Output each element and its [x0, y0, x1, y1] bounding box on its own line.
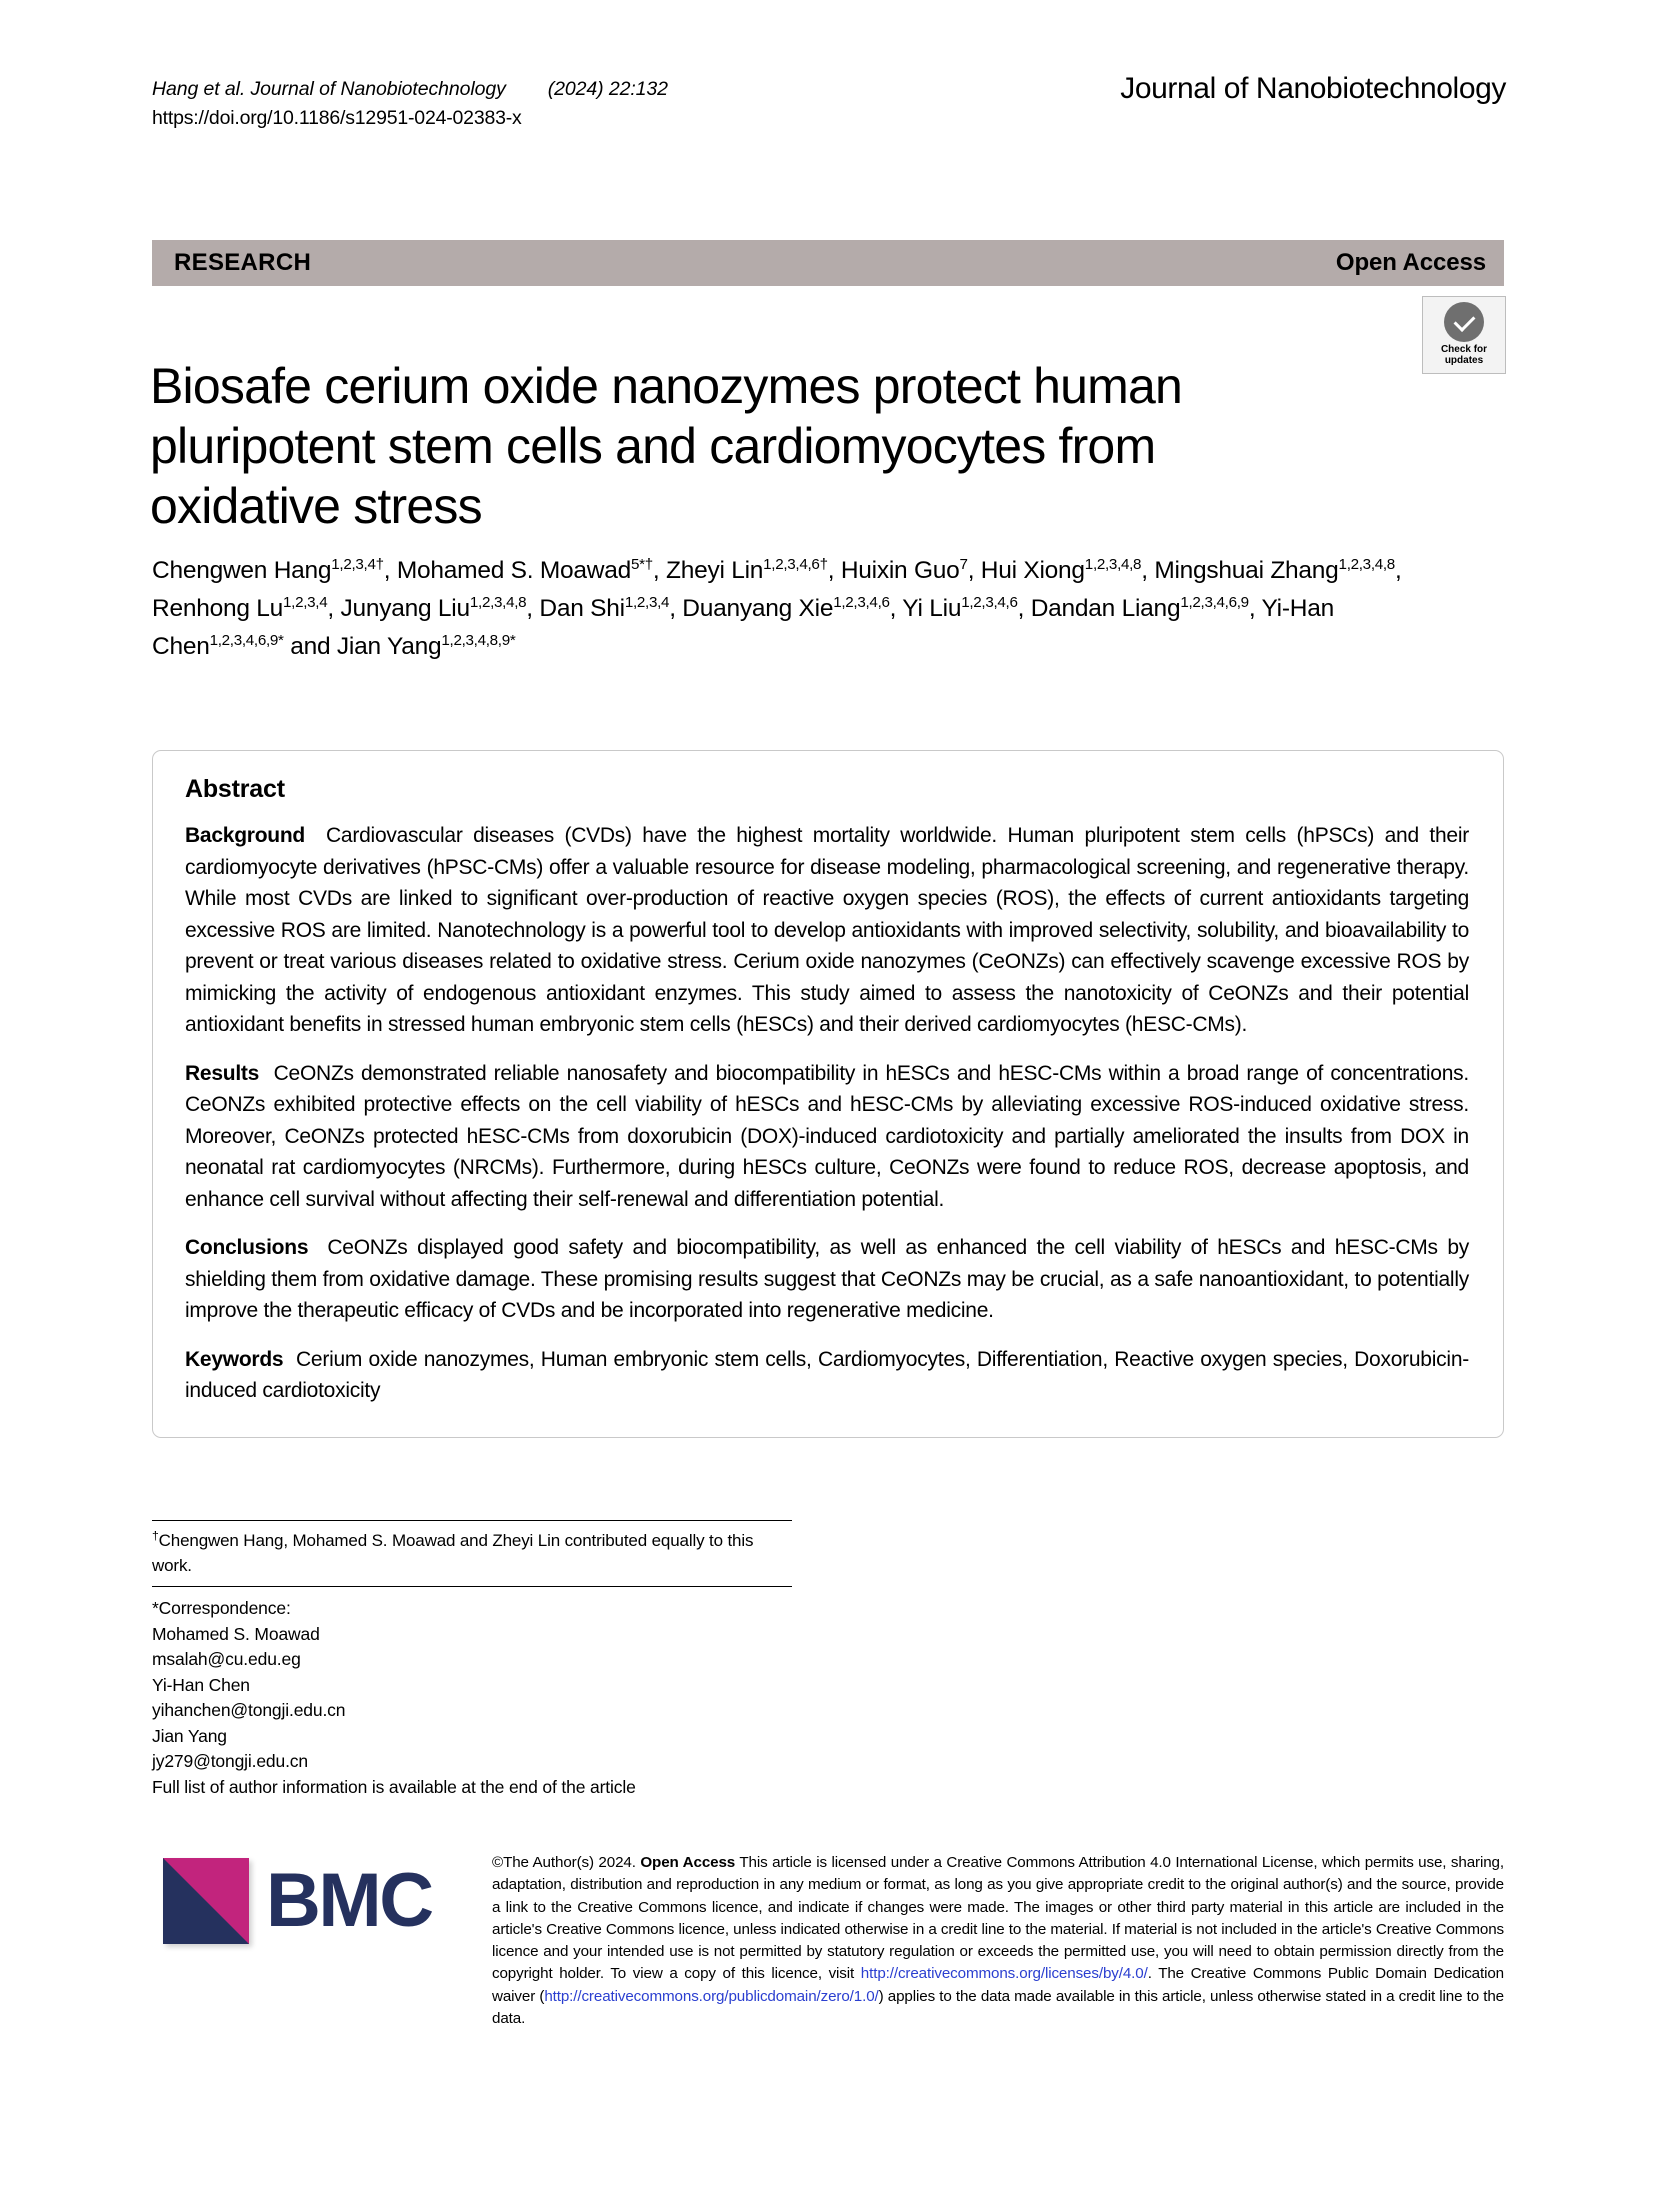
abstract-sections	[185, 820, 1469, 1407]
equal-contribution-note	[152, 1521, 792, 1586]
license-link-cc-by[interactable]: http://creativecommons.org/licenses/by/4.0/	[860, 1965, 1148, 1983]
correspondence-line: Yi-Han Chen	[152, 1674, 250, 1695]
abstract-section-label: Keywords	[185, 1347, 284, 1371]
updates-line1: Check for	[1440, 344, 1488, 355]
correspondence-line: msalah@cu.edu.eg	[152, 1649, 301, 1669]
abstract-section-text: CeONZs demonstrated reliable nanosafety and biocompatibility in hESCs and hESC-CMs within a broad range of concentrations. CeONZs exhibited protective effects on the cell viability of hESCs and hESC-CMs by alleviating excessive ROS-induced oxidative stress. Moreover, CeONZs protected hESC-CMs from doxorubicin (DOX)-induced cardiotoxicity and partially ameliorated the insults from DOX in neonatal rat cardiomyocytes (NRCMs). Furthermore, during hESCs culture, CeONZs were found to reduce ROS, decrease apoptosis, and enhance cell survival without affecting their self-renewal and differentiation potential.	[185, 1061, 1470, 1211]
license-link-cc-zero[interactable]: http://creativecommons.org/publicdomain/zero/1.0/	[544, 1987, 879, 2005]
abstract-section-results	[185, 1058, 1469, 1216]
license-open-access: Open Access	[640, 1854, 736, 1871]
check-for-updates-badge[interactable]	[1422, 296, 1506, 374]
citation-text: Hang et al. Journal of Nanobiotechnology	[152, 78, 506, 100]
footnote-block	[152, 1520, 792, 1800]
license-body-1: This article is licensed under a Creative Commons Attribution 4.0 International License, which permits use, sharing, adaptation, distribution and reproduction in any medium or format, as long as you give appropriate credit to the original author(s) and the source, provide a link to the Creative Commons licence, and indicate if changes were made. The images or other third party material in this article are included in the article's Creative Commons licence, unless indicated otherwise in a credit line to the material. If material is not included in the article's Creative Commons licence and your intended use is not permitted by statutory regulation or exceeds the permitted use, you will need to obtain permission directly from the copyright holder. To view a copy of this licence, visit	[492, 1854, 1504, 1983]
abstract-section-keywords	[185, 1344, 1469, 1407]
correspondence-line: Mohamed S. Moawad	[152, 1623, 320, 1644]
bmc-logo-mark-icon	[163, 1858, 249, 1944]
correspondence-line: Jian Yang	[152, 1725, 227, 1746]
journal-masthead: Journal of Nanobiotechnology	[1120, 72, 1506, 105]
dagger-symbol: †	[152, 1528, 159, 1543]
abstract-section-text: Cerium oxide nanozymes, Human embryonic stem cells, Cardiomyocytes, Differentiation, Reactive oxygen species, Doxorubicin-induced cardiotoxicity	[185, 1347, 1469, 1402]
access-bar	[152, 240, 1504, 286]
license-statement	[492, 1852, 1504, 2030]
checkmark-icon	[1444, 302, 1484, 342]
bmc-logo	[163, 1848, 453, 1958]
bmc-logo-wordmark: BMC	[266, 1858, 432, 1943]
license-body-3: ) applies to the data made available in this article, unless otherwise stated in a credit line to the data.	[492, 1987, 1504, 2028]
license-body-2: . The Creative Commons Public Domain Dedication waiver (	[492, 1965, 1505, 2005]
abstract-section-text: Cardiovascular diseases (CVDs) have the highest mortality worldwide. Human pluripotent stem cells (hPSCs) and their cardiomyocyte derivatives (hPSC-CMs) offer a valuable resource for disease modeling, pharmacological screening, and regenerative therapy. While most CVDs are linked to significant over-production of reactive oxygen species (ROS), the effects of current antioxidants targeting excessive ROS are limited. Nanotechnology is a powerful tool to develop antioxidants with improved selectivity, solubility, and bioavailability to prevent or treat various diseases related to oxidative stress. Cerium oxide nanozymes (CeONZs) can effectively scavenge excessive ROS by mimicking the activity of endogenous antioxidant enzymes. This study aimed to assess the nanotoxicity of CeONZs and their potential antioxidant benefits in stressed human embryonic stem cells (hESCs) and their derived cardiomyocytes (hESC-CMs).	[185, 824, 1469, 1036]
open-access-label: Open Access	[1335, 249, 1486, 276]
license-copyright: ©The Author(s) 2024.	[492, 1854, 636, 1871]
doi-text[interactable]: https://doi.org/10.1186/s12951-024-02383-x	[152, 107, 522, 129]
article-type-label: RESEARCH	[174, 249, 312, 276]
equal-contribution-text: Chengwen Hang, Mohamed S. Moawad and Zheyi Lin contributed equally to this work.	[152, 1531, 754, 1575]
correspondence-line: Full list of author information is available at the end of the article	[152, 1776, 636, 1797]
abstract-section-conclusions	[185, 1232, 1469, 1327]
abstract-section-text: CeONZs displayed good safety and biocompatibility, as well as enhanced the cell viability of hESCs and hESC-CMs by shielding them from oxidative damage. These promising results suggest that CeONZs may be crucial, as a safe nanoantioxidant, to potentially improve the therapeutic efficacy of CVDs and be incorporated into regenerative medicine.	[185, 1236, 1469, 1322]
correspondence-lines	[152, 1622, 792, 1801]
abstract-section-background	[185, 820, 1469, 1041]
correspondence-line: yihanchen@tongji.edu.cn	[152, 1700, 346, 1720]
author-list: Chengwen Hang$^{1,2,3,4\dagger}$, Mohamed S. Moawad$^{5*\dagger}$, Zheyi Lin$^{1,2,3,4,6\dagger}$, Huixin Guo$^7$, Hui Xiong$^{1,2,3,4,8}$, Mingshuai Zhang$^{1,2,3,4,8}$, Renhong Lu$^{1,2,3,4}$, Junyang Liu$^{1,2,3,4,8}$, Dan Shi$^{1,2,3,4}$, Duanyang Xie$^{1,2,3,4,6}$, Yi Liu$^{1,2,3,4,6}$, Dandan Liang$^{1,2,3,4,6,9}$, Yi-Han Chen$^{1,2,3,4,6,9*}$ and Jian Yang$^{1,2,3,4,8,9*}$	[152, 555, 1402, 660]
volume-issue: (2024) 22:132	[547, 78, 668, 100]
abstract-box	[152, 750, 1504, 1438]
correspondence-block	[152, 1587, 792, 1800]
abstract-section-label: Background	[185, 824, 306, 847]
correspondence-line: jy279@tongji.edu.cn	[152, 1751, 308, 1771]
abstract-section-label: Conclusions	[185, 1236, 309, 1259]
abstract-section-label: Results	[185, 1061, 260, 1085]
updates-line2: updates	[1444, 354, 1484, 366]
correspondence-label: *Correspondence:	[152, 1598, 291, 1618]
abstract-heading: Abstract	[185, 775, 285, 803]
article-title: Biosafe cerium oxide nanozymes protect human pluripotent stem cells and cardiomyocytes from oxidative stress	[150, 357, 1183, 534]
